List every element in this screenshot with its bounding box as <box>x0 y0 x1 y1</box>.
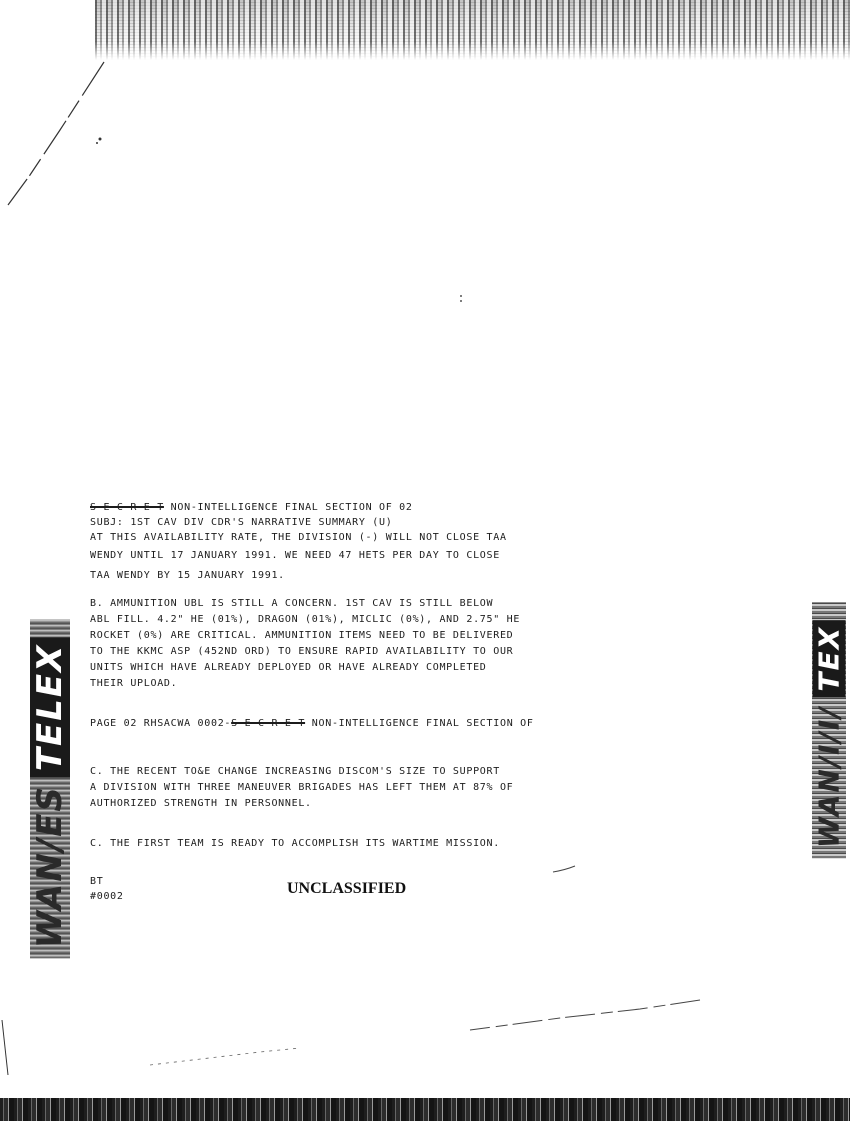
para-b-line: ABL FILL. 4.2" HE (01%), DRAGON (01%), MICLIC (0%), AND 2.75" HE <box>90 614 521 625</box>
para-b-line: THEIR UPLOAD. <box>90 678 178 689</box>
page-id: PAGE 02 RHSACWA 0002- <box>90 718 232 729</box>
footer-bt: BT <box>90 876 104 887</box>
para-c-line: C. THE RECENT TO&E CHANGE INCREASING DISCOM'S SIZE TO SUPPORT <box>90 766 500 777</box>
scan-footer-noise <box>0 1098 850 1121</box>
header-rest: NON-INTELLIGENCE FINAL SECTION OF 02 <box>170 502 413 513</box>
classification-marking: UNCLASSIFIED <box>287 880 407 897</box>
body-line: TAA WENDY BY 15 JANUARY 1991. <box>90 570 285 581</box>
left-telex-stamp <box>30 505 70 1073</box>
left-stamp-label: WAN/ESTELEX <box>30 620 70 959</box>
para-d-line: C. THE FIRST TEAM IS READY TO ACCOMPLISH ITS WARTIME MISSION. <box>90 838 500 849</box>
para-b-line: B. AMMUNITION UBL IS STILL A CONCERN. 1ST CAV IS STILL BELOW <box>90 598 494 609</box>
classification-strikethrough: S E C R E T <box>90 502 164 513</box>
page-classification-strikethrough: S E C R E T <box>231 718 306 729</box>
para-c-line: AUTHORIZED STRENGTH IN PERSONNEL. <box>90 798 312 809</box>
body-line: AT THIS AVAILABILITY RATE, THE DIVISION (-) WILL NOT CLOSE TAA <box>90 532 507 543</box>
right-telex-stamp <box>812 475 846 985</box>
right-stamp-label: WAN/I/I/TEX <box>812 602 846 858</box>
message-header <box>90 502 413 513</box>
subject-line: SUBJ: 1ST CAV DIV CDR'S NARRATIVE SUMMARY (U) <box>90 517 393 528</box>
para-c-line: A DIVISION WITH THREE MANEUVER BRIGADES HAS LEFT THEM AT 87% OF <box>90 782 514 793</box>
para-b-line: TO THE KKMC ASP (452ND ORD) TO ENSURE RAPID AVAILABILITY TO OUR <box>90 646 514 657</box>
body-line: WENDY UNTIL 17 JANUARY 1991. WE NEED 47 HETS PER DAY TO CLOSE <box>90 550 500 561</box>
page-line-rest: NON-INTELLIGENCE FINAL SECTION OF <box>305 718 534 729</box>
para-b-line: UNITS WHICH HAVE ALREADY DEPLOYED OR HAVE ALREADY COMPLETED <box>90 662 487 673</box>
scan-header-noise <box>95 0 850 60</box>
para-b-line: ROCKET (0%) ARE CRITICAL. AMMUNITION ITEMS NEED TO BE DELIVERED <box>90 630 514 641</box>
footer-msg-number: #0002 <box>90 891 124 902</box>
page-header-line <box>90 718 534 729</box>
